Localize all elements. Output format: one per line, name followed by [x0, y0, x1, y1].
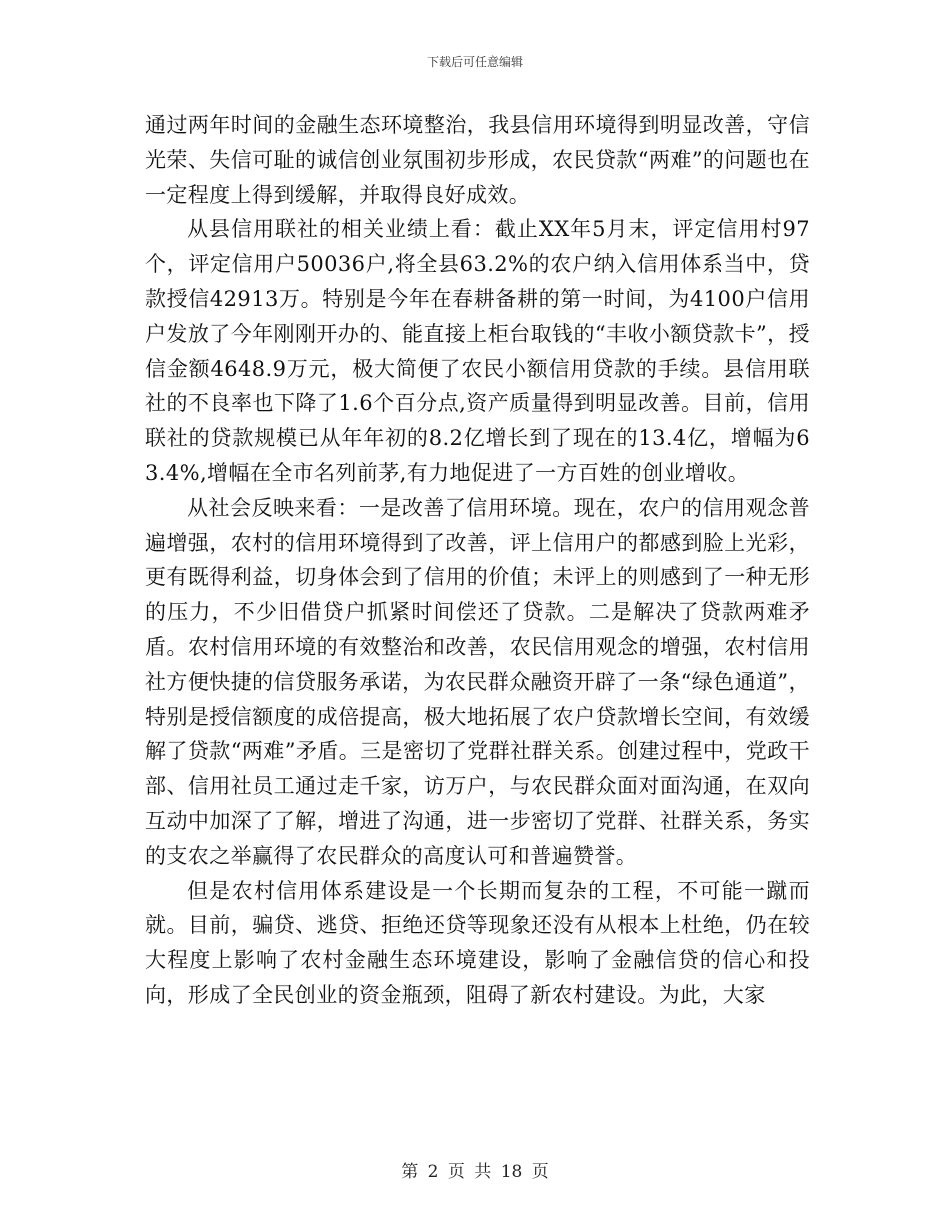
paragraph-credit-union-performance: 从县信用联社的相关业绩上看：截止XX年5月末，评定信用村97个，评定信用户50036户,将全县63.2%的农户纳入信用体系当中，贷款授信42913万。特别是今年在春耕备耕的第一时间，为4100户信用户发放了今年刚刚开办的、能直接上柜台取钱的“丰收小额贷款卡”，授信金额4648.9万元，极大简便了农民小额信用贷款的手续。县信用联社的不良率也下降了1.6个百分点,资产质量得到明显改善。目前，信用联社的贷款规模已从年年初的8.2亿增长到了现在的13.4亿，增幅为63.4%,增幅在全市名列前茅,有力地促进了一方百姓的创业增收。 [145, 217, 810, 485]
page-number: 第 2 页 共 18 页 [401, 1162, 549, 1182]
paragraph-social-response: 从社会反映来看：一是改善了信用环境。现在，农户的信用观念普遍增强，农村的信用环境得到了改善，评上信用户的都感到脸上光彩，更有既得利益，切身体会到了信用的价值；未评上的则感到了一种无形的压力，不少旧借贷户抓紧时间偿还了贷款。二是解决了贷款两难矛盾。农村信用环境的有效整治和改善，农民信用观念的增强，农村信用社方便快捷的信贷服务承诺，为农民群众融资开辟了一条“绿色通道”，特别是授信额度的成倍提高，极大地拓展了农户贷款增长空间，有效缓解了贷款“两难”矛盾。三是密切了党群社群关系。创建过程中，党政干部、信用社员工通过走千家，访万户，与农民群众面对面沟通，在双向互动中加深了了解，增进了沟通，进一步密切了党群、社群关系，务实的支农之举赢得了农民群众的高度认可和普遍赞誉。 [145, 495, 810, 868]
paragraph-challenges: 但是农村信用体系建设是一个长期而复杂的工程，不可能一蹴而就。目前，骗贷、逃贷、拒绝还贷等现象还没有从根本上杜绝，仍在较大程度上影响了农村金融生态环境建设，影响了金融信贷的信心和投向，形成了全民创业的资金瓶颈，阻碍了新农村建设。为此，大家 [145, 878, 810, 1007]
page-header-note: 下载后可任意编辑 [426, 55, 523, 69]
paragraph-continuation: 通过两年时间的金融生态环境整治，我县信用环境得到明显改善，守信光荣、失信可耻的诚信创业氛围初步形成，农民贷款“两难”的问题也在一定程度上得到缓解，并取得良好成效。 [145, 113, 810, 207]
document-body [145, 108, 810, 1013]
